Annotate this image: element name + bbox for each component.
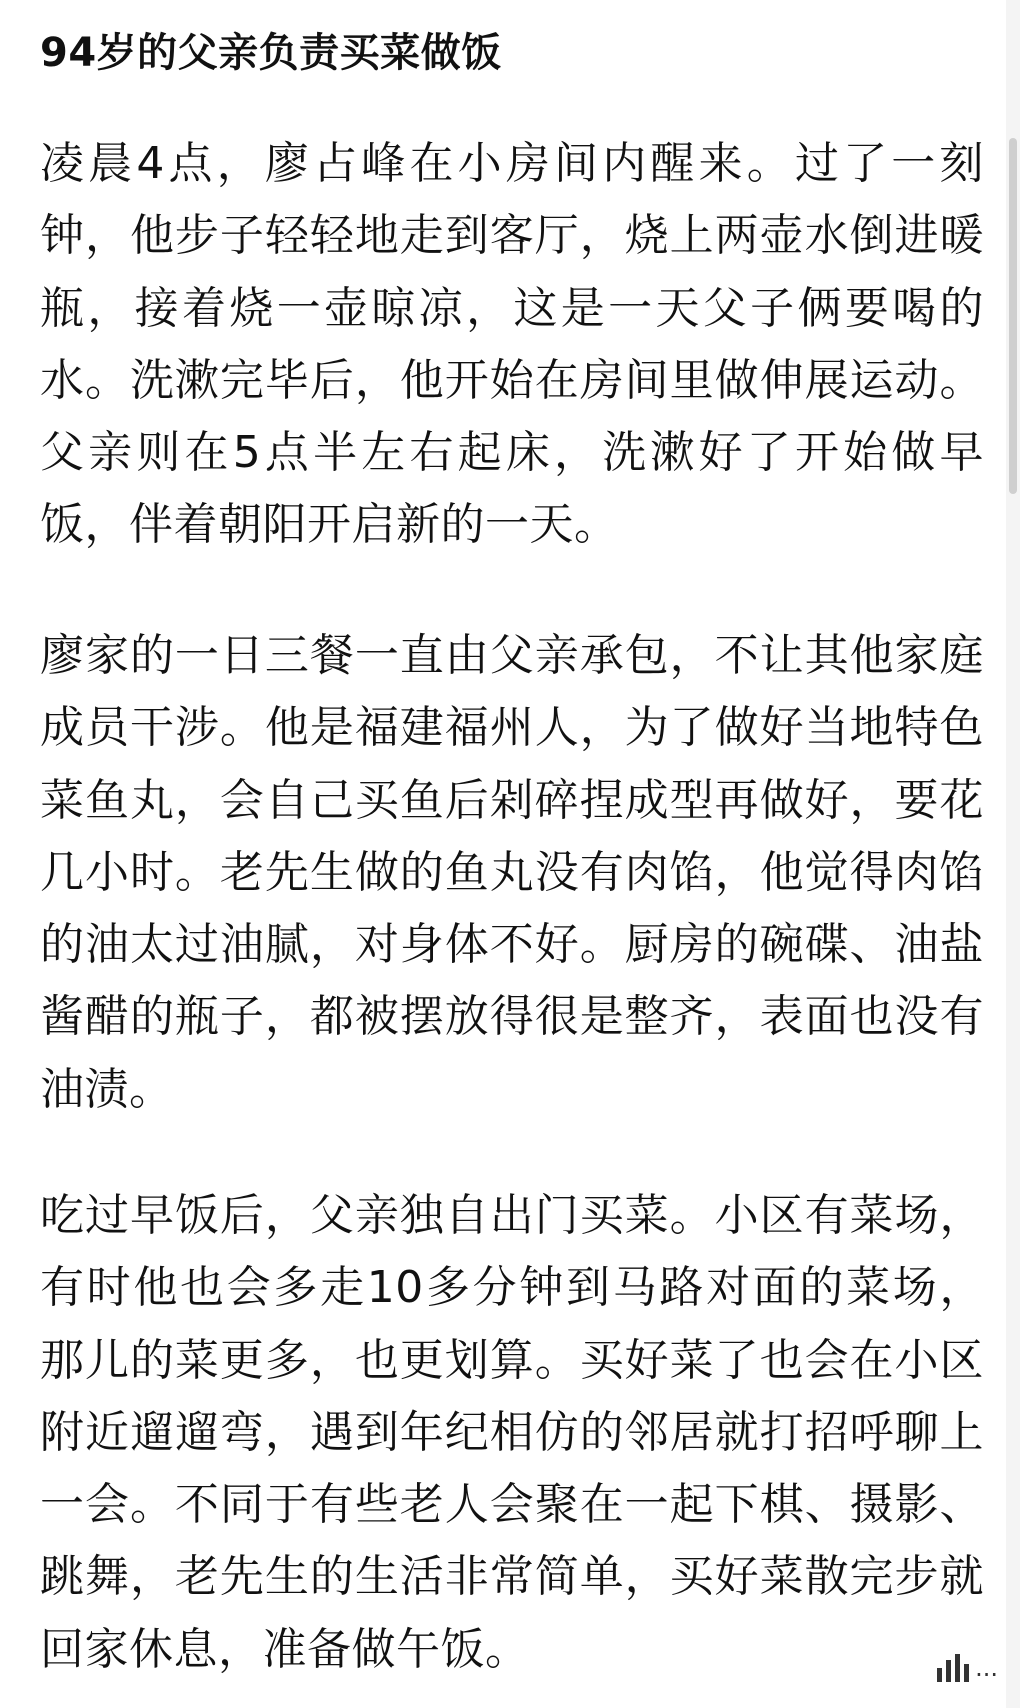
article-title: 94岁的父亲负责买菜做饭	[40, 30, 502, 76]
paragraph-3: 吃过早饭后，父亲独自出门买菜。小区有菜场，有时他也会多走10多分钟到马路对面的菜场，那儿的菜更多，也更划算。买好菜了也会在小区附近遛遛弯，遇到年纪相仿的邻居就打招呼聊上一会。不同于有些老人会聚在一起下棋、摄影、跳舞，老先生的生活非常简单，买好菜散完步就回家休息，准备做午饭。	[40, 1190, 984, 1675]
paragraph-2: 廖家的一日三餐一直由父亲承包，不让其他家庭成员干涉。他是福建福州人，为了做好当地特色菜鱼丸，会自己买鱼后剁碎捏成型再做好，要花几小时。老先生做的鱼丸没有肉馅，他觉得肉馅的油太过油腻，对身体不好。厨房的碗碟、油盐酱醋的瓶子，都被摆放得很是整齐，表面也没有油渍。	[40, 630, 984, 1115]
watermark	[933, 1650, 1002, 1686]
scrollbar[interactable]	[1006, 0, 1020, 1708]
weibo-bars-icon	[937, 1654, 969, 1682]
scrollbar-thumb[interactable]	[1009, 138, 1017, 494]
paragraph-1: 凌晨4点，廖占峰在小房间内醒来。过了一刻钟，他步子轻轻地走到客厅，烧上两壶水倒进暖瓶，接着烧一壶晾凉，这是一天父子俩要喝的水。洗漱完毕后，他开始在房间里做伸展运动。父亲则在5点半左右起床，洗漱好了开始做早饭，伴着朝阳开启新的一天。	[40, 138, 984, 551]
watermark-dots: ...	[975, 1654, 998, 1682]
